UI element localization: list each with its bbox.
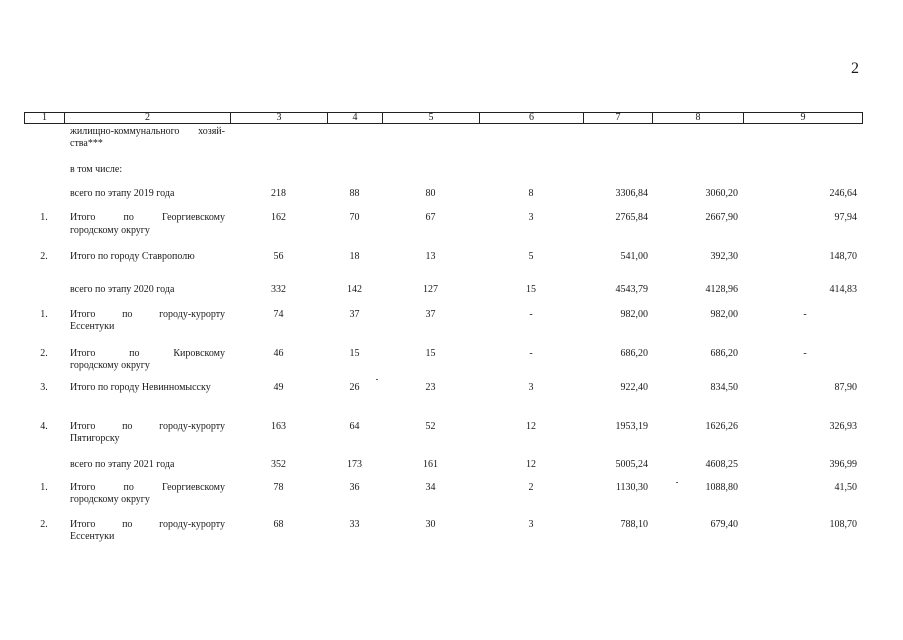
row-12-col-8: 1088,80 bbox=[705, 482, 738, 493]
scan-speck bbox=[676, 482, 678, 483]
row-7-col-6: - bbox=[529, 309, 533, 320]
row-11-col-5: 161 bbox=[423, 459, 438, 470]
row-4-col-4: 70 bbox=[349, 212, 360, 223]
row-5-col-3: 56 bbox=[273, 251, 284, 262]
row-12-col-4: 36 bbox=[349, 482, 360, 493]
row-10-col-3: 163 bbox=[271, 421, 286, 432]
column-header-8: 8 bbox=[653, 113, 744, 124]
row-4-col-9: 97,94 bbox=[834, 212, 857, 223]
column-header-9: 9 bbox=[744, 113, 863, 124]
column-header-5: 5 bbox=[383, 113, 480, 124]
row-8-col-9: - bbox=[803, 348, 807, 359]
row-11-col-6: 12 bbox=[526, 459, 536, 470]
row-6-col-7: 4543,79 bbox=[615, 284, 648, 295]
row-10-col-7: 1953,19 bbox=[615, 421, 648, 432]
row-10-number: 4. bbox=[40, 421, 48, 432]
row-9-col-8: 834,50 bbox=[710, 382, 738, 393]
row-10-col-9: 326,93 bbox=[829, 421, 857, 432]
row-11-col-7: 5005,24 bbox=[615, 459, 648, 470]
row-5-col-6: 5 bbox=[528, 251, 534, 262]
scan-speck bbox=[376, 379, 378, 380]
row-8-col-8: 686,20 bbox=[710, 348, 738, 359]
row-4-label-line-2: городскому округу bbox=[70, 225, 150, 236]
row-3-col-3: 218 bbox=[271, 188, 286, 199]
row-4-col-7: 2765,84 bbox=[615, 212, 648, 223]
row-1-label-line-1: жилищно-коммунального хозяй- bbox=[70, 126, 225, 137]
row-10-col-6: 12 bbox=[526, 421, 536, 432]
row-4-col-3: 162 bbox=[271, 212, 286, 223]
row-5-col-5: 13 bbox=[425, 251, 436, 262]
row-9-label: Итого по городу Невинномысску bbox=[70, 382, 211, 393]
row-13-col-6: 3 bbox=[528, 519, 534, 530]
row-6-label: всего по этапу 2020 года bbox=[70, 284, 175, 295]
row-11-col-4: 173 bbox=[347, 459, 362, 470]
row-13-label-line-2: Ессентуки bbox=[70, 531, 115, 542]
row-10-col-5: 52 bbox=[425, 421, 436, 432]
row-5-label: Итого по городу Ставрополю bbox=[70, 251, 195, 262]
row-4-col-8: 2667,90 bbox=[705, 212, 738, 223]
column-header-1: 1 bbox=[25, 113, 65, 124]
row-3-col-7: 3306,84 bbox=[615, 188, 648, 199]
row-8-label-line-2: городскому округу bbox=[70, 360, 150, 371]
row-7-col-3: 74 bbox=[273, 309, 284, 320]
row-8-col-5: 15 bbox=[425, 348, 436, 359]
row-4-col-6: 3 bbox=[528, 212, 534, 223]
row-13-col-9: 108,70 bbox=[829, 519, 857, 530]
row-8-col-6: - bbox=[529, 348, 533, 359]
row-10-col-4: 64 bbox=[349, 421, 360, 432]
row-9-col-4: 26 bbox=[349, 382, 360, 393]
row-13-col-4: 33 bbox=[349, 519, 360, 530]
column-header-7: 7 bbox=[584, 113, 653, 124]
row-5-col-8: 392,30 bbox=[710, 251, 738, 262]
row-13-col-3: 68 bbox=[273, 519, 284, 530]
row-9-col-9: 87,90 bbox=[834, 382, 857, 393]
row-10-label-line-1: Итого по городу-курорту bbox=[70, 421, 225, 432]
row-12-label-line-2: городскому округу bbox=[70, 494, 150, 505]
row-12-label-line-1: Итого по Георгиевскому bbox=[70, 482, 225, 493]
row-8-col-3: 46 bbox=[273, 348, 284, 359]
row-9-number: 3. bbox=[40, 382, 48, 393]
row-9-col-6: 3 bbox=[528, 382, 534, 393]
row-3-col-8: 3060,20 bbox=[705, 188, 738, 199]
row-5-col-9: 148,70 bbox=[829, 251, 857, 262]
row-7-col-5: 37 bbox=[425, 309, 436, 320]
row-9-col-7: 922,40 bbox=[620, 382, 648, 393]
row-2-label: в том числе: bbox=[70, 164, 123, 175]
row-12-number: 1. bbox=[40, 482, 48, 493]
row-6-col-9: 414,83 bbox=[829, 284, 857, 295]
row-5-number: 2. bbox=[40, 251, 48, 262]
row-3-col-5: 80 bbox=[425, 188, 436, 199]
row-11-label: всего по этапу 2021 года bbox=[70, 459, 175, 470]
row-9-col-5: 23 bbox=[425, 382, 436, 393]
row-4-col-5: 67 bbox=[425, 212, 436, 223]
row-7-col-8: 982,00 bbox=[710, 309, 738, 320]
column-header-6: 6 bbox=[480, 113, 584, 124]
row-5-col-4: 18 bbox=[349, 251, 360, 262]
row-7-col-4: 37 bbox=[349, 309, 360, 320]
row-13-col-7: 788,10 bbox=[620, 519, 648, 530]
row-3-col-4: 88 bbox=[349, 188, 360, 199]
row-7-col-7: 982,00 bbox=[620, 309, 648, 320]
column-header-3: 3 bbox=[231, 113, 328, 124]
row-13-number: 2. bbox=[40, 519, 48, 530]
row-7-label-line-1: Итого по городу-курорту bbox=[70, 309, 225, 320]
row-6-col-3: 332 bbox=[271, 284, 286, 295]
row-7-col-9: - bbox=[803, 309, 807, 320]
row-6-col-6: 15 bbox=[526, 284, 536, 295]
row-4-label-line-1: Итого по Георгиевскому bbox=[70, 212, 225, 223]
row-4-number: 1. bbox=[40, 212, 48, 223]
row-8-col-7: 686,20 bbox=[620, 348, 648, 359]
row-5-col-7: 541,00 bbox=[620, 251, 648, 262]
row-3-col-9: 246,64 bbox=[829, 188, 857, 199]
row-12-col-7: 1130,30 bbox=[615, 482, 648, 493]
row-13-col-5: 30 bbox=[425, 519, 436, 530]
row-8-number: 2. bbox=[40, 348, 48, 359]
row-12-col-9: 41,50 bbox=[834, 482, 857, 493]
column-header-4: 4 bbox=[328, 113, 383, 124]
row-6-col-4: 142 bbox=[347, 284, 362, 295]
row-11-col-8: 4608,25 bbox=[705, 459, 738, 470]
row-12-col-5: 34 bbox=[425, 482, 436, 493]
row-13-label-line-1: Итого по городу-курорту bbox=[70, 519, 225, 530]
row-12-col-6: 2 bbox=[528, 482, 534, 493]
row-10-label-line-2: Пятигорску bbox=[70, 433, 120, 444]
row-6-col-5: 127 bbox=[423, 284, 438, 295]
row-11-col-3: 352 bbox=[271, 459, 286, 470]
row-7-number: 1. bbox=[40, 309, 48, 320]
row-9-col-3: 49 bbox=[273, 382, 284, 393]
row-11-col-9: 396,99 bbox=[829, 459, 857, 470]
row-8-col-4: 15 bbox=[349, 348, 360, 359]
page-number: 2 bbox=[851, 60, 859, 77]
row-7-label-line-2: Ессентуки bbox=[70, 321, 115, 332]
row-6-col-8: 4128,96 bbox=[705, 284, 738, 295]
row-10-col-8: 1626,26 bbox=[705, 421, 738, 432]
row-8-label-line-1: Итого по Кировскому bbox=[70, 348, 225, 359]
row-3-label: всего по этапу 2019 года bbox=[70, 188, 175, 199]
column-header-2: 2 bbox=[65, 113, 231, 124]
row-12-col-3: 78 bbox=[273, 482, 284, 493]
row-13-col-8: 679,40 bbox=[710, 519, 738, 530]
row-3-col-6: 8 bbox=[528, 188, 534, 199]
row-1-label-line-2: ства*** bbox=[70, 138, 103, 149]
